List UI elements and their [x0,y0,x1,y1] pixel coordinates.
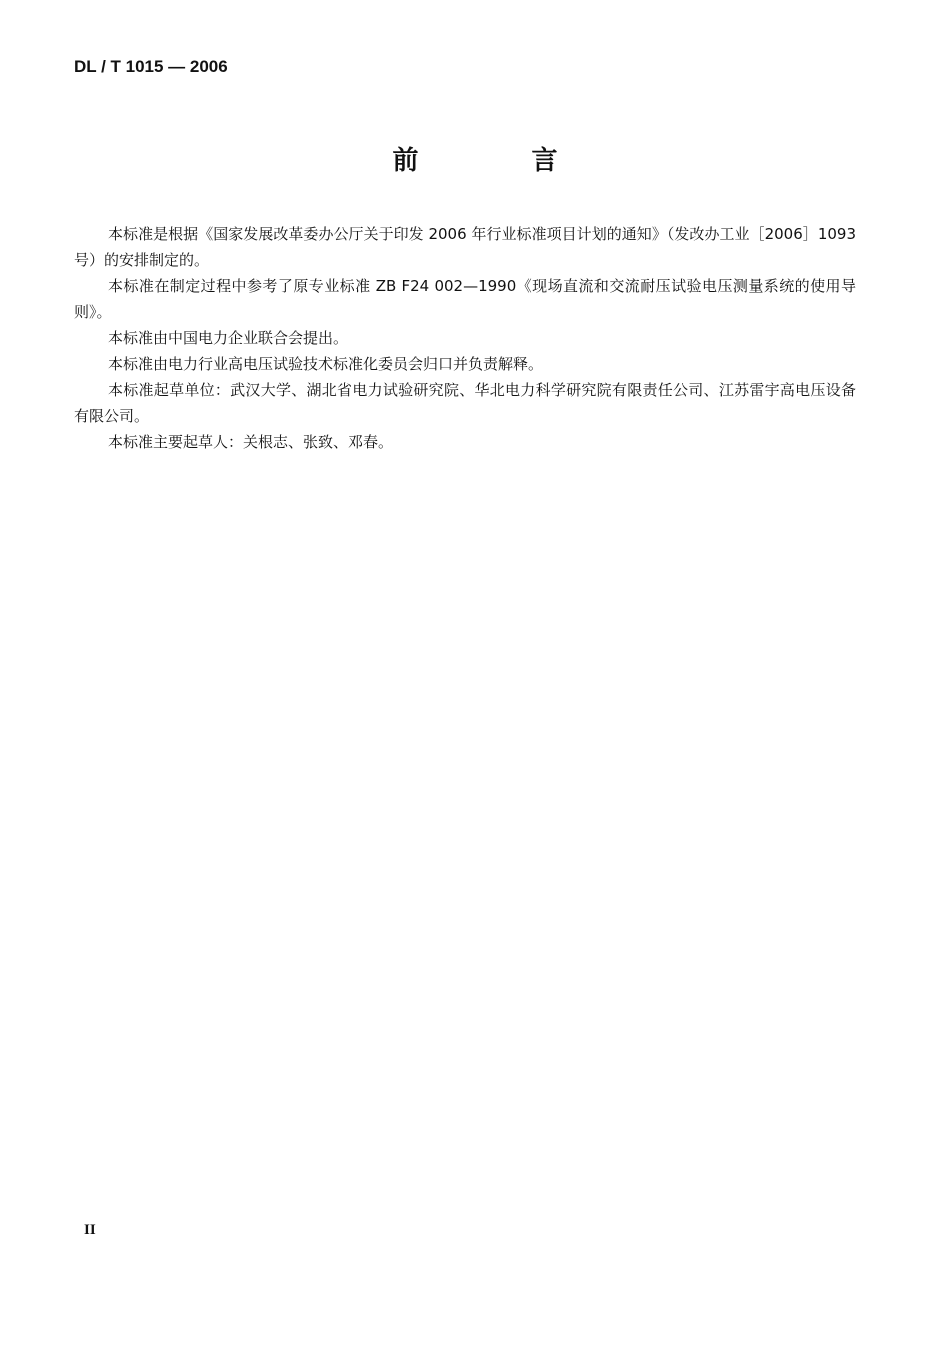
page-title: 前 言 [392,146,610,176]
document-code: DL / T 1015 — 2006 [74,57,228,76]
page-number: II [84,1222,96,1238]
paragraph-reference: 本标准在制定过程中参考了原专业标准 ZB F24 002—1990《现场直流和交流耐压试验电压测量系统的使用导则》。 [74,277,856,321]
paragraph-proposer: 本标准由中国电力企业联合会提出。 [108,329,349,347]
paragraph-basis: 本标准是根据《国家发展改革委办公厅关于印发 2006 年行业标准项目计划的通知》（发改办工业［2006］1093 号）的安排制定的。 [74,225,856,269]
foreword-body [74,221,856,455]
paragraph-interpretation: 本标准由电力行业高电压试验技术标准化委员会归口并负责解释。 [108,355,544,373]
paragraph-drafting-units: 本标准起草单位：武汉大学、湖北省电力试验研究院、华北电力科学研究院有限责任公司、江苏雷宇高电压设备有限公司。 [74,381,856,425]
paragraph-drafters: 本标准主要起草人：关根志、张致、邓春。 [108,433,394,451]
